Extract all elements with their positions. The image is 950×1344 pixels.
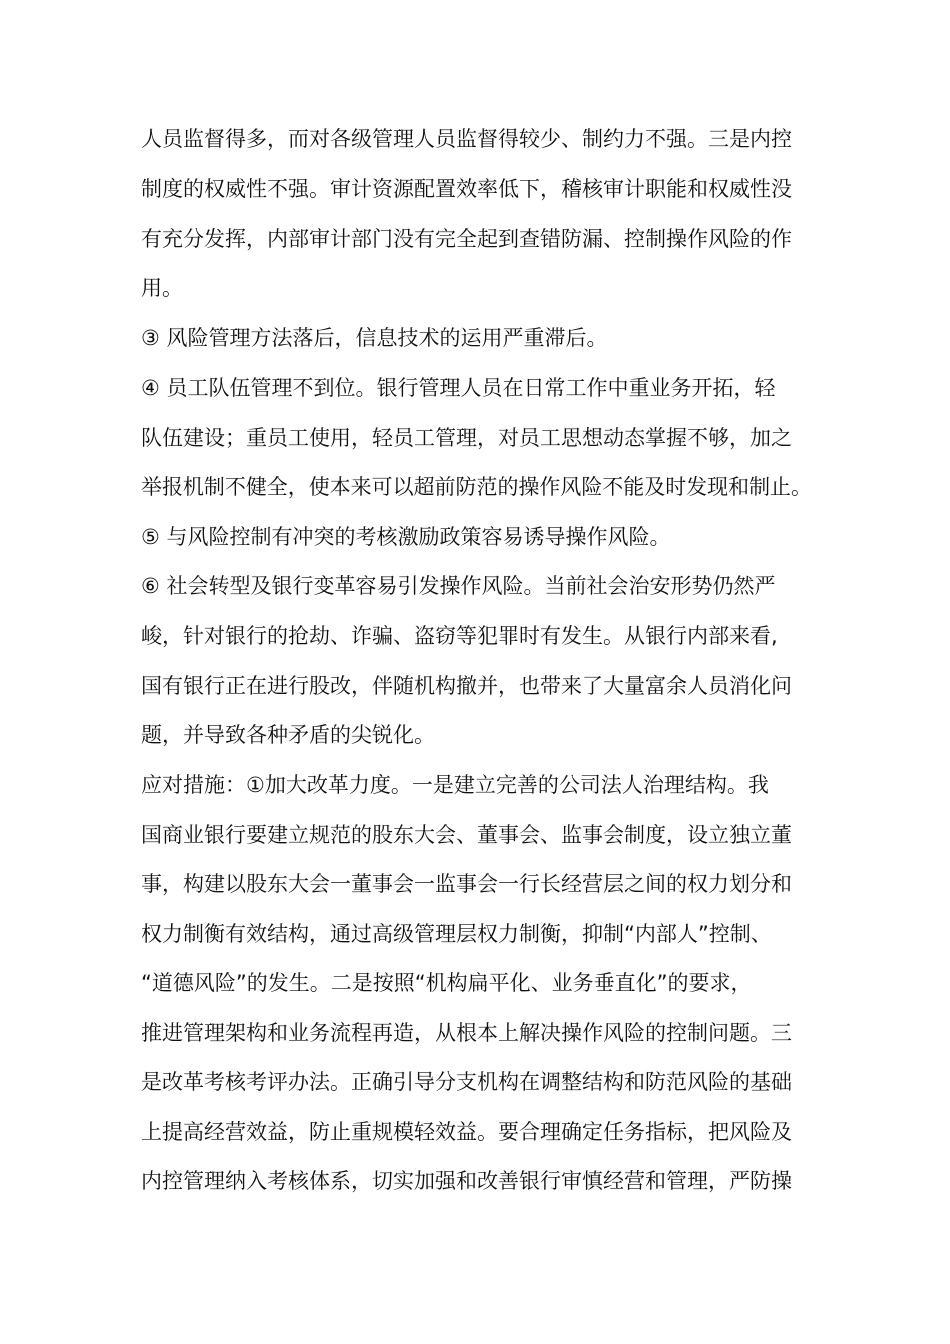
list-item: ⑤ 与风险控制有冲突的考核激励政策容易诱导操作风险。 <box>141 525 671 549</box>
text-line: 事，构建以股东大会一董事会一监事会一行长经营层之间的权力划分和 <box>141 872 792 896</box>
text-line: 题，并导致各种矛盾的尖锐化。 <box>141 723 435 747</box>
list-item: ③ 风险管理方法落后，信息技术的运用严重滞后。 <box>141 326 608 350</box>
list-item: ④ 员工队伍管理不到位。银行管理人员在日常工作中重业务开拓，轻 <box>141 376 776 400</box>
text-line: 国有银行正在进行股改，伴随机构撤并，也带来了大量富余人员消化问 <box>141 674 792 698</box>
paragraph-start: 应对措施：①加大改革力度。一是建立完善的公司法人治理结构。我 <box>141 773 769 797</box>
text-line: 用。 <box>141 276 183 300</box>
text-line: 上提高经营效益，防止重规模轻效益。要合理确定任务指标，把风险及 <box>141 1120 792 1144</box>
text-line: 制度的权威性不强。审计资源配置效率低下，稽核审计职能和权威性没 <box>141 177 792 201</box>
text-line: 队伍建设；重员工使用，轻员工管理，对员工思想动态掌握不够，加之 <box>141 426 792 450</box>
text-line: 是改革考核考评办法。正确引导分支机构在调整结构和防范风险的基础 <box>141 1070 792 1094</box>
list-item: ⑥ 社会转型及银行变革容易引发操作风险。当前社会治安形势仍然严 <box>141 574 776 598</box>
text-line: “道德风险”的发生。二是按照“机构扁平化、业务垂直化”的要求， <box>141 971 752 995</box>
text-line: 峻，针对银行的抢劫、诈骗、盗窃等犯罪时有发生。从银行内部来看, <box>141 624 778 648</box>
text-line: 权力制衡有效结构，通过高级管理层权力制衡，抑制“内部人”控制、 <box>141 922 772 946</box>
text-line: 国商业银行要建立规范的股东大会、董事会、监事会制度，设立独立董 <box>141 823 792 847</box>
text-line: 内控管理纳入考核体系，切实加强和改善银行审慎经营和管理，严防操 <box>141 1169 792 1193</box>
text-line: 人员监督得多，而对各级管理人员监督得较少、制约力不强。三是内控 <box>141 127 792 151</box>
text-line: 有充分发挥，内部审计部门没有完全起到查错防漏、控制操作风险的作 <box>141 227 792 251</box>
text-line: 推进管理架构和业务流程再造，从根本上解决操作风险的控制问题。三 <box>141 1021 792 1045</box>
text-line: 举报机制不健全，使本来可以超前防范的操作风险不能及时发现和制止。 <box>141 475 812 499</box>
